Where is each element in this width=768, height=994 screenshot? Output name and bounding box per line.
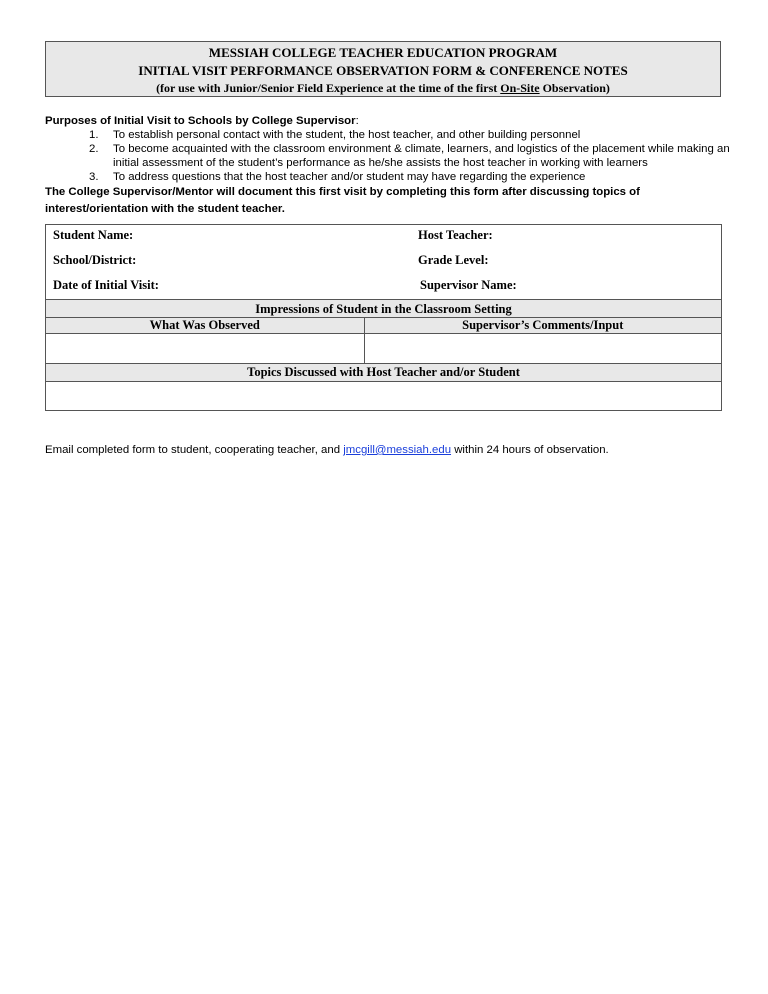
purpose-text: To establish personal contact with the student, the host teacher, and other building personnel [113, 129, 581, 141]
form-row-date [46, 275, 722, 300]
form-row-names [46, 225, 722, 250]
subtitle-prefix: (for use with Junior/Senior Field Experience at the time of the first [156, 81, 501, 95]
purposes-section [45, 114, 735, 218]
subtitle-suffix: Observation) [539, 81, 610, 95]
comments-entry-cell[interactable] [364, 334, 721, 364]
impressions-subheader-row [46, 318, 722, 334]
comments-column-header: Supervisor’s Comments/Input [364, 318, 721, 334]
observed-entry-cell[interactable] [46, 334, 365, 364]
grade-level-field[interactable] [364, 250, 721, 275]
impressions-header-row [46, 300, 722, 318]
documentation-note: The College Supervisor/Mentor will document this first visit by completing this form after discussing topics of interest/orientation with the student teacher. [45, 186, 640, 215]
subtitle-onsite: On-Site [500, 81, 540, 95]
email-instructions [45, 444, 609, 456]
purpose-item-1 [45, 128, 735, 142]
supervisor-name-label: Supervisor Name: [420, 277, 517, 292]
observation-form-table [45, 224, 722, 411]
topics-entry-row [46, 382, 722, 411]
topics-entry-cell[interactable] [46, 382, 722, 411]
email-instructions-suffix: within 24 hours of observation. [451, 444, 609, 456]
host-teacher-label: Host Teacher: [418, 228, 493, 242]
grade-level-label: Grade Level: [418, 252, 489, 267]
impressions-header: Impressions of Student in the Classroom Setting [46, 300, 722, 318]
form-title-line1: MESSIAH COLLEGE TEACHER EDUCATION PROGRAM [208, 45, 558, 60]
form-row-school [46, 250, 722, 275]
purpose-number: 1. [89, 129, 99, 141]
visit-date-label: Date of Initial Visit: [53, 277, 159, 292]
purposes-heading-text: Purposes of Initial Visit to Schools by College Supervisor [45, 115, 356, 127]
form-title-line2: INITIAL VISIT PERFORMANCE OBSERVATION FORM & CONFERENCE NOTES [138, 63, 628, 78]
school-district-label: School/District: [53, 252, 137, 267]
topics-header-row [46, 364, 722, 382]
form-subtitle [46, 80, 720, 97]
visit-date-field[interactable] [46, 275, 365, 300]
purpose-item-3 [45, 170, 735, 184]
purpose-item-2 [45, 142, 735, 170]
topics-header: Topics Discussed with Host Teacher and/or Student [46, 364, 722, 382]
purposes-heading-colon: : [355, 115, 359, 127]
host-teacher-field[interactable] [364, 225, 721, 250]
purpose-number: 2. [89, 143, 99, 155]
email-instructions-prefix: Email completed form to student, cooperating teacher, and [45, 444, 344, 456]
purpose-text: To address questions that the host teacher and/or student may have regarding the experience [113, 171, 586, 183]
purpose-number: 3. [89, 171, 99, 183]
email-link[interactable]: jmcgill@messiah.edu [343, 444, 452, 456]
purposes-heading [45, 114, 735, 128]
observed-column-header: What Was Observed [46, 318, 365, 334]
student-name-field[interactable] [46, 225, 365, 250]
purposes-list [45, 128, 735, 184]
impressions-entry-row [46, 334, 722, 364]
form-title-box [45, 41, 721, 97]
school-district-field[interactable] [46, 250, 365, 275]
supervisor-name-field[interactable] [364, 275, 721, 300]
student-name-label: Student Name: [53, 228, 134, 242]
purpose-text: To become acquainted with the classroom environment & climate, learners, and logistics of the placement while making an initial assessment of the student’s performance as he/she assists the host teacher in working with learners [113, 143, 730, 169]
